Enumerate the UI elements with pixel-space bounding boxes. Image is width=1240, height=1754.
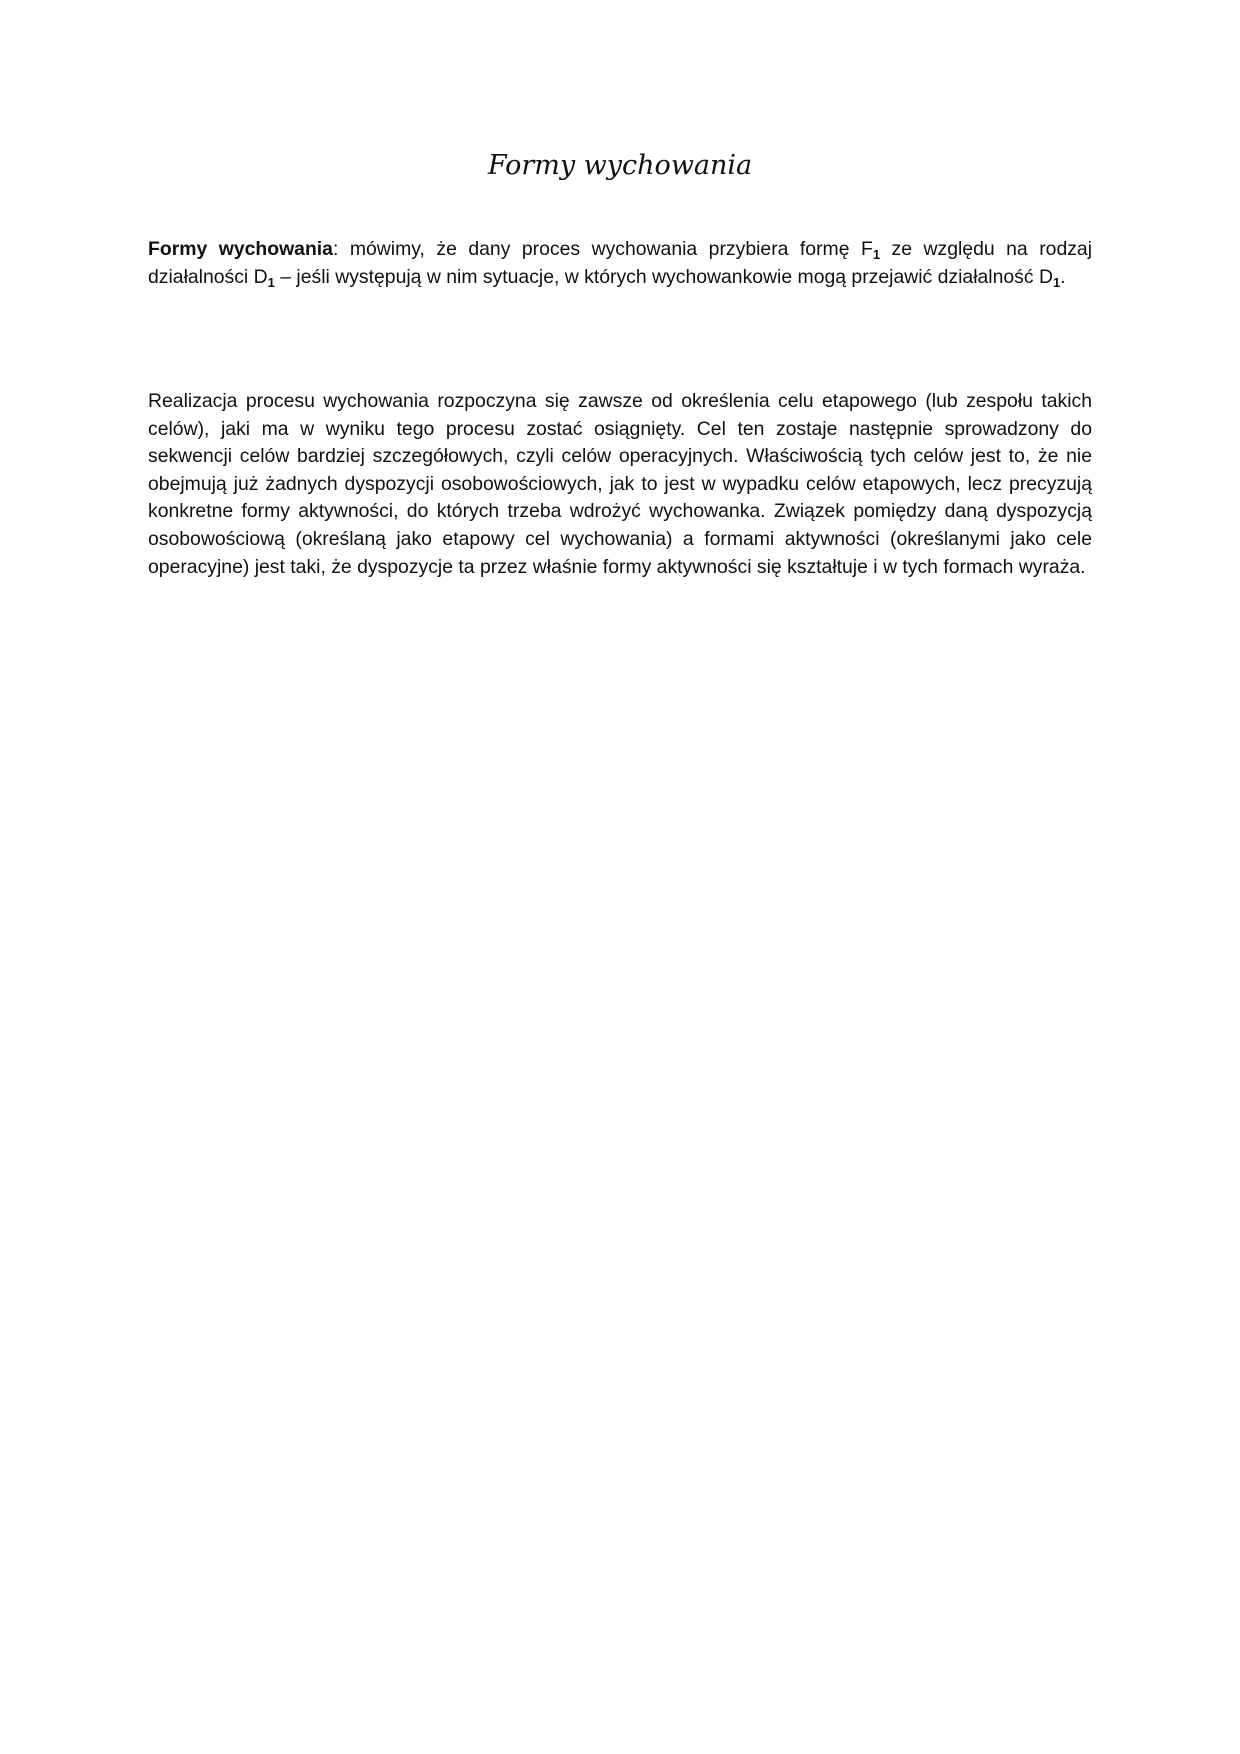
definition-text-part-3: – jeśli występują w nim sytuacje, w których wychowankowie mogą przejawić działalność D xyxy=(274,265,1053,288)
definition-text-part-1: : mówimy, że dany proces wychowania przybiera formę F xyxy=(332,238,873,260)
document-title: Formy wychowania xyxy=(487,150,753,181)
definition-text-part-2: ze względu na rodzaj działalności D xyxy=(148,238,1093,288)
subscript-f1: 1 xyxy=(872,247,881,262)
definition-term: Formy wychowania xyxy=(148,238,333,260)
definition-text-part-4: . xyxy=(1060,265,1066,288)
subscript-d1-first: 1 xyxy=(267,274,275,290)
definition-paragraph xyxy=(148,236,1092,291)
body-paragraph: Realizacja procesu wychowania rozpoczyna się zawsze od określenia celu etapowego (lub zespołu takich celów), jaki ma w wyniku tego procesu zostać osiągnięty. Cel ten zostaje następnie sprowadzony do sekwencji celów bardziej szczegółowych, czyli celów operacyjnych. Właściwością tych celów jest to, że nie obejmują już żadnych dyspozycji osobowościowych, jak to jest w wypadku celów etapowych, lecz precyzują konkretne formy aktywności, do których trzeba wdrożyć wychowanka. Związek pomiędzy daną dyspozycją osobowościową (określaną jako etapowy cel wychowania) a formami aktywności (określanymi jako cele operacyjne) jest taki, że dyspozycje ta przez właśnie formy aktywności się kształtuje i w tych formach wyraża. xyxy=(148,390,1092,578)
subscript-d1-second: 1 xyxy=(1052,274,1061,290)
